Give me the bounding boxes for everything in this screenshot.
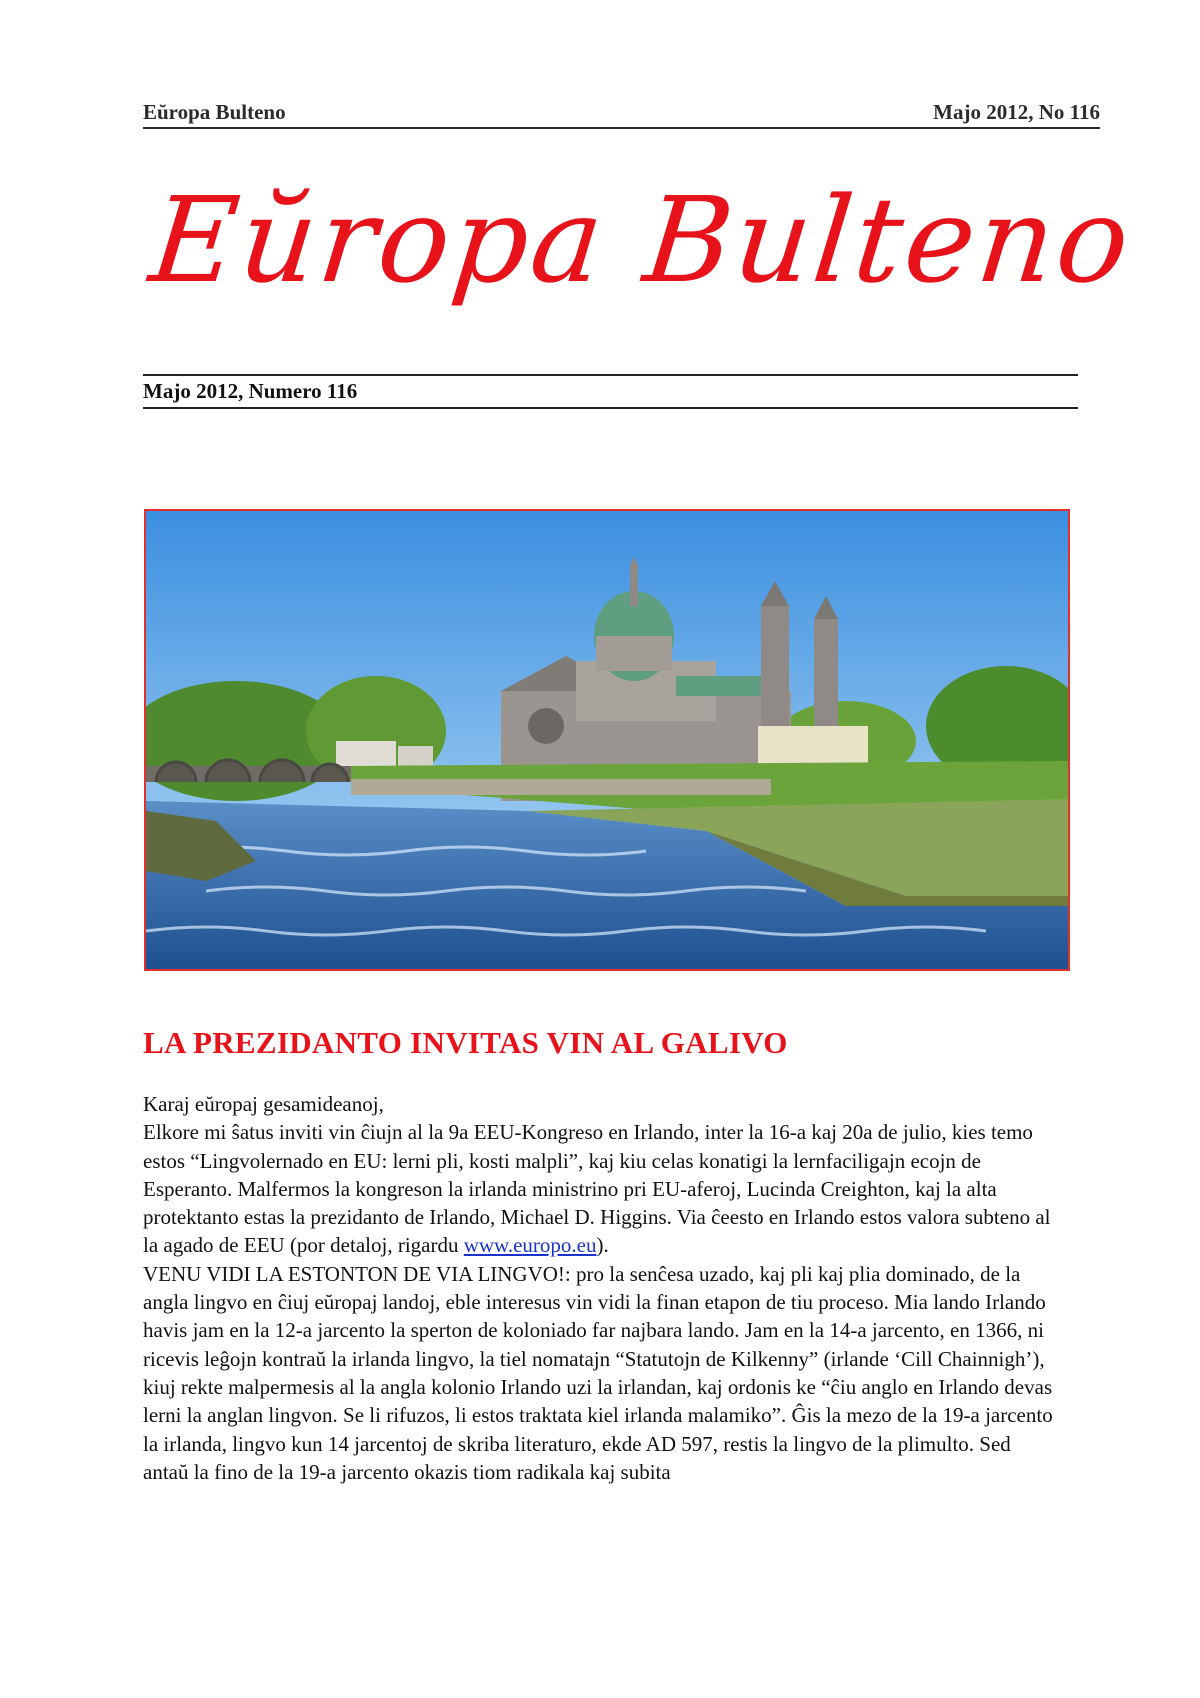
running-header (143, 100, 1100, 129)
article-body (143, 1090, 1058, 1486)
running-header-title: Eŭropa Bulteno (143, 100, 286, 124)
masthead-title: Eŭropa Bulteno (144, 171, 1139, 309)
europo-link[interactable]: www.europo.eu (463, 1233, 597, 1258)
running-header-issue: Majo 2012, No 116 (933, 100, 1100, 124)
cover-photo (144, 509, 1070, 971)
paragraph-2: VENU VIDI LA ESTONTON DE VIA LINGVO!: pro la senĉesa uzado, kaj pli kaj plia dominado, de la angla lingvo en ĉiuj eŭropaj landoj, eble interesus vin vidi la finan etapon de tiu proceso. Mia lando Irlando havis jam en la 12-a jarcento la sperton de koloniado far najbara lando. Jam en la 14-a jarcento, en 1366, ni ricevis leĝojn kontraŭ la irlanda lingvo, la tiel nomatajn “Statutojn de Kilkenny” (irlande ‘Cill Chainnigh’), kiuj rekte malpermesis al la angla kolonio Irlando uzi la irlandan, kaj ordonis ke “ĉiu anglo en Irlando devas lerni la anglan lingvon. Se li rifuzos, li estos traktata kiel irlanda malamiko”. Ĝis la mezo de la 19-a jarcento la irlanda, lingvo kun 14 jarcentoj de skriba literaturo, ekde AD 597, restis la lingvo de la plimulto. Sed antaŭ la fino de la 19-a jarcento okazis tiom radikala kaj subita (143, 1261, 1053, 1484)
paragraph-1-text: Elkore mi ŝatus inviti vin ĉiujn al la 9a EEU-Kongreso en Irlando, inter la 16-a kaj 20a de julio, kies temo estos “Lingvolernado en EU: lerni pli, kosti malpli”, kaj kiu celas konatigi la lernfaciligajn ecojn de Esperanto. Malfermos la kongreson la irlanda ministrino pri EU-aferoj, Lucinda Creighton, kaj la alta protektanto estas la prezidanto de Irlando, Michael D. Higgins. Via ĉeesto en Irlando estos valora subteno al la agado de EEU (por detaloj, rigardu (143, 1120, 1051, 1258)
salutation: Karaj eŭropaj gesamideanoj, (143, 1092, 384, 1116)
issue-line: Majo 2012, Numero 116 (143, 374, 1078, 409)
paragraph-1 (143, 1118, 1058, 1259)
paragraph-1-end: ). (596, 1233, 609, 1258)
article-title: LA PREZIDANTO INVITAS VIN AL GALIVO (143, 1025, 788, 1060)
